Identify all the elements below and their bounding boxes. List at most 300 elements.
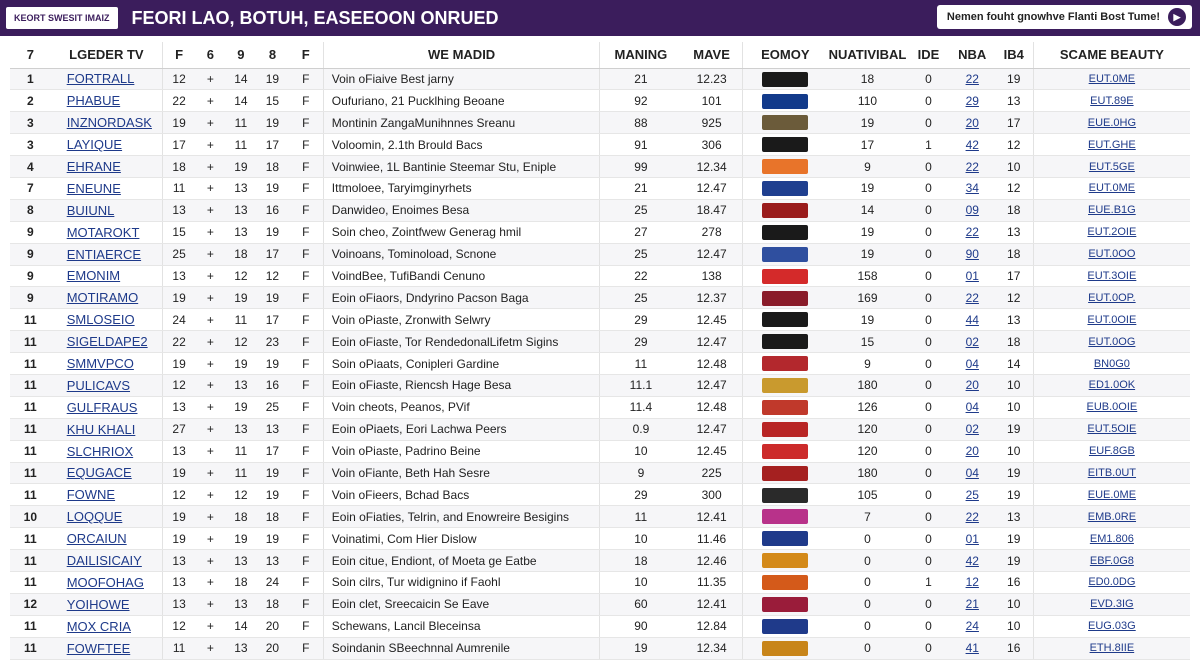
- team-link[interactable]: FOWFTEE: [51, 637, 163, 659]
- stat-cell: 9: [828, 156, 907, 178]
- score-link[interactable]: EUT.0OO: [1033, 243, 1190, 265]
- match-cell: Voloomin, 2.1th Brould Bacs: [323, 134, 600, 156]
- stat-cell: +: [195, 353, 226, 375]
- rank-cell: 11: [10, 374, 51, 396]
- stat-cell: 19: [995, 528, 1034, 550]
- score-link[interactable]: EUT.0OIE: [1033, 309, 1190, 331]
- stat-cell: 12.47: [681, 331, 742, 353]
- score-link[interactable]: ETH.8IIE: [1033, 637, 1190, 659]
- stat-link[interactable]: 04: [950, 462, 995, 484]
- score-link[interactable]: EUT.5GE: [1033, 156, 1190, 178]
- stat-cell: 18: [256, 593, 289, 615]
- team-link[interactable]: EQUGACE: [51, 462, 163, 484]
- stat-cell: 19: [256, 462, 289, 484]
- team-link[interactable]: SLCHRIOX: [51, 440, 163, 462]
- stat-cell: 19: [995, 550, 1034, 572]
- stat-cell: +: [195, 571, 226, 593]
- team-logo-cell: [742, 506, 827, 528]
- column-header[interactable]: SCAME BEAUTY: [1033, 42, 1190, 68]
- stat-cell: 22: [600, 265, 681, 287]
- stat-cell: 0: [907, 309, 950, 331]
- stat-cell: 12.47: [681, 374, 742, 396]
- stat-cell: 18: [995, 199, 1034, 221]
- rank-cell: 11: [10, 309, 51, 331]
- brand-logo[interactable]: KEORT SWESIT IMAIZ: [6, 7, 118, 29]
- score-link[interactable]: EUE.0HG: [1033, 112, 1190, 134]
- stat-cell: 925: [681, 112, 742, 134]
- stat-cell: 21: [600, 68, 681, 90]
- table-row[interactable]: [10, 309, 1190, 331]
- stat-cell: F: [289, 637, 324, 659]
- table-row[interactable]: [10, 550, 1190, 572]
- play-icon[interactable]: ▶: [1168, 8, 1186, 26]
- stat-link[interactable]: 90: [950, 243, 995, 265]
- stat-cell: +: [195, 374, 226, 396]
- score-link[interactable]: EMB.0RE: [1033, 506, 1190, 528]
- stat-cell: 19: [226, 396, 257, 418]
- stat-cell: 0: [907, 265, 950, 287]
- stat-cell: 11.1: [600, 374, 681, 396]
- rank-cell: 11: [10, 528, 51, 550]
- team-link[interactable]: ENEUNE: [51, 177, 163, 199]
- stat-cell: 0: [907, 156, 950, 178]
- table-row[interactable]: [10, 156, 1190, 178]
- column-header[interactable]: NBA: [950, 42, 995, 68]
- team-link[interactable]: SMLOSEIO: [51, 309, 163, 331]
- rank-cell: 4: [10, 156, 51, 178]
- stat-link[interactable]: 09: [950, 199, 995, 221]
- team-logo-icon: [762, 159, 808, 174]
- team-link[interactable]: PULICAVS: [51, 374, 163, 396]
- column-header[interactable]: WE MADID: [323, 42, 600, 68]
- score-link[interactable]: EVD.3IG: [1033, 593, 1190, 615]
- team-logo-icon: [762, 619, 808, 634]
- score-link[interactable]: EUT.0OG: [1033, 331, 1190, 353]
- column-header[interactable]: 9: [226, 42, 257, 68]
- stat-cell: 13: [995, 309, 1034, 331]
- stat-cell: 17: [256, 134, 289, 156]
- stat-cell: 19: [995, 484, 1034, 506]
- stat-cell: 19: [163, 353, 196, 375]
- stat-cell: F: [289, 243, 324, 265]
- team-link[interactable]: KHU KHALI: [51, 418, 163, 440]
- table-row[interactable]: [10, 265, 1190, 287]
- stat-cell: 13: [226, 177, 257, 199]
- team-logo-cell: [742, 440, 827, 462]
- stat-cell: 11.46: [681, 528, 742, 550]
- stat-cell: 11: [226, 112, 257, 134]
- stat-link[interactable]: 24: [950, 615, 995, 637]
- match-cell: Voin oFiaive Best jarny: [323, 68, 600, 90]
- rank-cell: 12: [10, 593, 51, 615]
- stat-cell: F: [289, 156, 324, 178]
- stat-cell: 15: [828, 331, 907, 353]
- stat-cell: 0: [907, 593, 950, 615]
- stat-cell: 306: [681, 134, 742, 156]
- column-header[interactable]: F: [163, 42, 196, 68]
- stat-cell: 0: [907, 199, 950, 221]
- stat-link[interactable]: 02: [950, 331, 995, 353]
- table-row[interactable]: [10, 374, 1190, 396]
- column-header[interactable]: MANING: [600, 42, 681, 68]
- stat-link[interactable]: 04: [950, 353, 995, 375]
- stat-cell: 13: [256, 550, 289, 572]
- team-logo-icon: [762, 422, 808, 437]
- stat-cell: F: [289, 353, 324, 375]
- score-link[interactable]: BN0G0: [1033, 353, 1190, 375]
- stat-cell: 25: [163, 243, 196, 265]
- stat-link[interactable]: 42: [950, 550, 995, 572]
- stat-cell: 10: [995, 593, 1034, 615]
- table-row[interactable]: [10, 484, 1190, 506]
- table-row[interactable]: [10, 462, 1190, 484]
- table-row[interactable]: [10, 418, 1190, 440]
- team-logo-cell: [742, 177, 827, 199]
- stat-cell: 0: [907, 418, 950, 440]
- stat-cell: 19: [163, 506, 196, 528]
- stat-cell: 0: [907, 331, 950, 353]
- stat-cell: 0: [907, 353, 950, 375]
- team-link[interactable]: YOIHOWE: [51, 593, 163, 615]
- stat-cell: 19: [995, 68, 1034, 90]
- stat-cell: 18: [226, 506, 257, 528]
- stat-cell: 29: [600, 309, 681, 331]
- stat-link[interactable]: 01: [950, 265, 995, 287]
- stat-link[interactable]: 22: [950, 68, 995, 90]
- rank-cell: 11: [10, 418, 51, 440]
- stat-cell: 0: [828, 637, 907, 659]
- table-row[interactable]: [10, 396, 1190, 418]
- stat-link[interactable]: 02: [950, 418, 995, 440]
- team-logo-icon: [762, 203, 808, 218]
- stat-cell: 11: [226, 134, 257, 156]
- table-row[interactable]: [10, 199, 1190, 221]
- stat-cell: +: [195, 593, 226, 615]
- stat-cell: 29: [600, 331, 681, 353]
- stat-cell: F: [289, 484, 324, 506]
- column-header[interactable]: LGEDER TV: [51, 42, 163, 68]
- stat-cell: 19: [828, 243, 907, 265]
- stat-cell: 10: [600, 571, 681, 593]
- team-link[interactable]: GULFRAUS: [51, 396, 163, 418]
- stat-cell: 12: [163, 484, 196, 506]
- stat-cell: 24: [163, 309, 196, 331]
- team-link[interactable]: LOQQUE: [51, 506, 163, 528]
- table-row[interactable]: [10, 331, 1190, 353]
- stat-cell: 9: [828, 353, 907, 375]
- stat-cell: 101: [681, 90, 742, 112]
- stat-cell: 13: [226, 418, 257, 440]
- column-header[interactable]: IB4: [995, 42, 1034, 68]
- stat-link[interactable]: 04: [950, 396, 995, 418]
- team-logo-icon: [762, 400, 808, 415]
- stat-cell: 14: [828, 199, 907, 221]
- stat-cell: 0: [907, 615, 950, 637]
- stat-cell: 12.34: [681, 637, 742, 659]
- column-header[interactable]: NUATIVIBAL: [828, 42, 907, 68]
- team-logo-icon: [762, 597, 808, 612]
- stat-cell: 91: [600, 134, 681, 156]
- stat-cell: +: [195, 506, 226, 528]
- stat-link[interactable]: 01: [950, 528, 995, 550]
- stat-cell: 18: [226, 243, 257, 265]
- match-cell: Montinin ZangaMunihnnes Sreanu: [323, 112, 600, 134]
- stat-cell: 19: [163, 462, 196, 484]
- stat-cell: 25: [600, 243, 681, 265]
- stat-cell: +: [195, 177, 226, 199]
- team-logo-icon: [762, 72, 808, 87]
- stat-link[interactable]: 22: [950, 221, 995, 243]
- stat-cell: 126: [828, 396, 907, 418]
- team-link[interactable]: DAILISICAIY: [51, 550, 163, 572]
- score-link[interactable]: EUF.8GB: [1033, 440, 1190, 462]
- stat-cell: +: [195, 221, 226, 243]
- table-row[interactable]: [10, 637, 1190, 659]
- stat-cell: 13: [163, 550, 196, 572]
- team-logo-cell: [742, 528, 827, 550]
- team-logo-cell: [742, 353, 827, 375]
- column-header[interactable]: 7: [10, 42, 51, 68]
- match-cell: Soindanin SBeechnnal Aumrenile: [323, 637, 600, 659]
- score-link[interactable]: ED0.0DG: [1033, 571, 1190, 593]
- score-link[interactable]: EUG.03G: [1033, 615, 1190, 637]
- table-row[interactable]: [10, 221, 1190, 243]
- stat-cell: F: [289, 440, 324, 462]
- team-link[interactable]: MOOFOHAG: [51, 571, 163, 593]
- score-link[interactable]: EITB.0UT: [1033, 462, 1190, 484]
- column-header[interactable]: 6: [195, 42, 226, 68]
- team-logo-cell: [742, 484, 827, 506]
- team-link[interactable]: SIGELDAPE2: [51, 331, 163, 353]
- team-logo-cell: [742, 550, 827, 572]
- team-logo-cell: [742, 462, 827, 484]
- stat-cell: 13: [226, 637, 257, 659]
- stat-cell: +: [195, 396, 226, 418]
- table-row[interactable]: [10, 593, 1190, 615]
- stat-cell: 12: [163, 68, 196, 90]
- stat-cell: 11: [600, 353, 681, 375]
- score-link[interactable]: EUE.B1G: [1033, 199, 1190, 221]
- stat-cell: +: [195, 418, 226, 440]
- rank-cell: 10: [10, 506, 51, 528]
- stat-link[interactable]: 12: [950, 571, 995, 593]
- stat-cell: 19: [163, 112, 196, 134]
- team-logo-cell: [742, 287, 827, 309]
- team-link[interactable]: LAYIQUE: [51, 134, 163, 156]
- team-link[interactable]: BUIUNL: [51, 199, 163, 221]
- column-header[interactable]: F: [289, 42, 324, 68]
- stat-cell: 19: [256, 112, 289, 134]
- table-row[interactable]: [10, 615, 1190, 637]
- table-row[interactable]: [10, 112, 1190, 134]
- stat-cell: 18: [256, 156, 289, 178]
- stat-cell: +: [195, 637, 226, 659]
- stat-cell: F: [289, 331, 324, 353]
- stat-link[interactable]: 29: [950, 90, 995, 112]
- score-link[interactable]: ED1.0OK: [1033, 374, 1190, 396]
- stat-cell: F: [289, 418, 324, 440]
- stat-cell: 0: [907, 221, 950, 243]
- stat-cell: 0: [907, 177, 950, 199]
- stat-cell: 13: [163, 593, 196, 615]
- team-link[interactable]: FORTRALL: [51, 68, 163, 90]
- stat-cell: 0: [907, 68, 950, 90]
- stat-cell: 0: [907, 396, 950, 418]
- stat-cell: 0: [907, 528, 950, 550]
- stat-cell: 19: [226, 156, 257, 178]
- column-header[interactable]: 8: [256, 42, 289, 68]
- promo-label: Nemen fouht gnowhve Flanti Bost Tume!: [946, 11, 1160, 23]
- match-cell: Oufuriano, 21 Pucklhing Beoane: [323, 90, 600, 112]
- stat-cell: 18: [995, 243, 1034, 265]
- table-row[interactable]: [10, 90, 1190, 112]
- stat-cell: F: [289, 309, 324, 331]
- table-row[interactable]: [10, 287, 1190, 309]
- stat-cell: 11: [163, 637, 196, 659]
- stat-cell: 17: [995, 265, 1034, 287]
- stat-cell: 13: [163, 265, 196, 287]
- table-row[interactable]: [10, 440, 1190, 462]
- stat-cell: +: [195, 134, 226, 156]
- stat-link[interactable]: 21: [950, 593, 995, 615]
- stat-cell: 88: [600, 112, 681, 134]
- score-link[interactable]: EUT.3OIE: [1033, 265, 1190, 287]
- stat-cell: F: [289, 134, 324, 156]
- table-row[interactable]: [10, 68, 1190, 90]
- stat-cell: 21: [600, 177, 681, 199]
- promo-button[interactable]: [937, 5, 1192, 29]
- team-logo-cell: [742, 221, 827, 243]
- team-logo-icon: [762, 356, 808, 371]
- team-link[interactable]: MOX CRIA: [51, 615, 163, 637]
- team-logo-icon: [762, 181, 808, 196]
- score-link[interactable]: EUT.0OP.: [1033, 287, 1190, 309]
- score-link[interactable]: EUT.2OIE: [1033, 221, 1190, 243]
- stat-link[interactable]: 34: [950, 177, 995, 199]
- stat-link[interactable]: 41: [950, 637, 995, 659]
- team-logo-icon: [762, 488, 808, 503]
- stat-link[interactable]: 42: [950, 134, 995, 156]
- stat-cell: 19: [256, 177, 289, 199]
- score-link[interactable]: EUT.5OIE: [1033, 418, 1190, 440]
- team-link[interactable]: MOTIRAMO: [51, 287, 163, 309]
- team-link[interactable]: ENTIAERCE: [51, 243, 163, 265]
- score-link[interactable]: EBF.0G8: [1033, 550, 1190, 572]
- score-link[interactable]: EM1.806: [1033, 528, 1190, 550]
- stat-cell: F: [289, 90, 324, 112]
- stat-link[interactable]: 22: [950, 156, 995, 178]
- table-row[interactable]: [10, 353, 1190, 375]
- stat-cell: 99: [600, 156, 681, 178]
- table-row[interactable]: [10, 528, 1190, 550]
- stat-cell: 7: [828, 506, 907, 528]
- team-logo-icon: [762, 531, 808, 546]
- stat-cell: F: [289, 112, 324, 134]
- team-logo-cell: [742, 593, 827, 615]
- stat-cell: 0: [828, 550, 907, 572]
- rank-cell: 7: [10, 177, 51, 199]
- table-row[interactable]: [10, 134, 1190, 156]
- stat-cell: 120: [828, 418, 907, 440]
- team-link[interactable]: EMONIM: [51, 265, 163, 287]
- stat-cell: 13: [995, 506, 1034, 528]
- column-header[interactable]: MAVE: [681, 42, 742, 68]
- stat-cell: 14: [226, 615, 257, 637]
- rank-cell: 11: [10, 615, 51, 637]
- stat-cell: +: [195, 112, 226, 134]
- stat-cell: 12: [163, 374, 196, 396]
- stat-link[interactable]: 44: [950, 309, 995, 331]
- team-link[interactable]: PHABUE: [51, 90, 163, 112]
- stat-link[interactable]: 20: [950, 440, 995, 462]
- stat-link[interactable]: 20: [950, 374, 995, 396]
- stat-link[interactable]: 22: [950, 506, 995, 528]
- team-logo-icon: [762, 225, 808, 240]
- stat-cell: F: [289, 593, 324, 615]
- stat-cell: +: [195, 615, 226, 637]
- table-row[interactable]: [10, 243, 1190, 265]
- stat-cell: 19: [600, 637, 681, 659]
- stat-cell: 19: [828, 112, 907, 134]
- score-link[interactable]: EUT.89E: [1033, 90, 1190, 112]
- team-link[interactable]: MOTAROKT: [51, 221, 163, 243]
- team-link[interactable]: SMMVPCO: [51, 353, 163, 375]
- stat-cell: 12: [226, 265, 257, 287]
- table-row[interactable]: [10, 506, 1190, 528]
- team-link[interactable]: FOWNE: [51, 484, 163, 506]
- stat-cell: 180: [828, 462, 907, 484]
- score-link[interactable]: EUT.0ME: [1033, 68, 1190, 90]
- team-logo-cell: [742, 615, 827, 637]
- page-title: FEORI LAO, BOTUH, EASEEOON ONRUED: [131, 7, 499, 28]
- stat-cell: 13: [226, 593, 257, 615]
- stat-cell: 17: [828, 134, 907, 156]
- team-link[interactable]: EHRANE: [51, 156, 163, 178]
- team-link[interactable]: INZNORDASK: [51, 112, 163, 134]
- team-logo-cell: [742, 90, 827, 112]
- score-link[interactable]: EUB.0OIE: [1033, 396, 1190, 418]
- match-cell: Danwideo, Enoimes Besa: [323, 199, 600, 221]
- stat-cell: +: [195, 68, 226, 90]
- column-header[interactable]: EOMOY: [742, 42, 827, 68]
- stat-link[interactable]: 22: [950, 287, 995, 309]
- table-row[interactable]: [10, 177, 1190, 199]
- score-link[interactable]: EUT.GHE: [1033, 134, 1190, 156]
- rank-cell: 11: [10, 571, 51, 593]
- team-logo-icon: [762, 312, 808, 327]
- stat-link[interactable]: 20: [950, 112, 995, 134]
- stat-cell: 12.34: [681, 156, 742, 178]
- stat-cell: 19: [163, 528, 196, 550]
- team-link[interactable]: ORCAIUN: [51, 528, 163, 550]
- score-link[interactable]: EUE.0ME: [1033, 484, 1190, 506]
- column-header[interactable]: IDE: [907, 42, 950, 68]
- stat-cell: 19: [256, 484, 289, 506]
- stat-cell: F: [289, 265, 324, 287]
- score-link[interactable]: EUT.0ME: [1033, 177, 1190, 199]
- rank-cell: 9: [10, 221, 51, 243]
- stat-cell: 17: [256, 309, 289, 331]
- team-logo-icon: [762, 247, 808, 262]
- stat-cell: 13: [163, 571, 196, 593]
- match-cell: Voin oFieers, Bchad Bacs: [323, 484, 600, 506]
- stat-link[interactable]: 25: [950, 484, 995, 506]
- table-row[interactable]: [10, 571, 1190, 593]
- stat-cell: 10: [600, 528, 681, 550]
- match-cell: Eoin oPiaets, Eori Lachwa Peers: [323, 418, 600, 440]
- stat-cell: 12.23: [681, 68, 742, 90]
- stat-cell: 225: [681, 462, 742, 484]
